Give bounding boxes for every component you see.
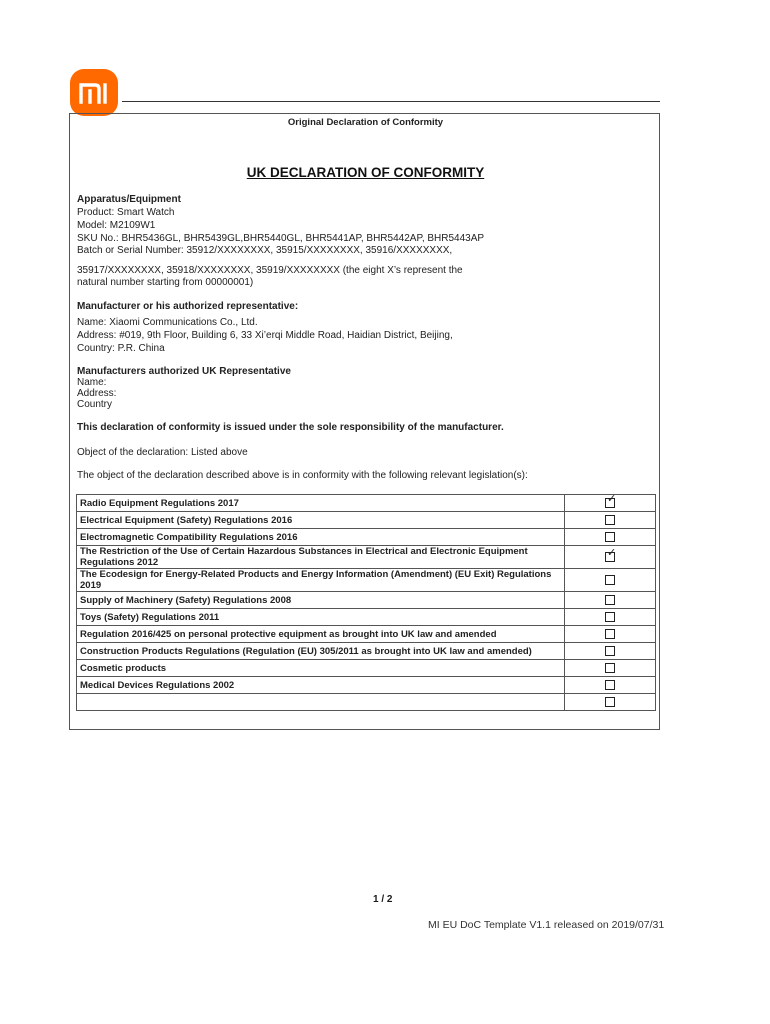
manufacturer-name: Name: Xiaomi Communications Co., Ltd. — [77, 317, 258, 328]
legislation-label: Radio Equipment Regulations 2017 — [77, 495, 565, 512]
legislation-label — [77, 694, 565, 711]
manufacturer-address: Address: #019, 9th Floor, Building 6, 33 Xi’erqi Middle Road, Haidian District, Beijing, — [77, 330, 453, 341]
conformity-intro: The object of the declaration described above is in conformity with the following relevant legislation(s): — [77, 470, 528, 481]
legislation-label: Supply of Machinery (Safety) Regulations 2008 — [77, 592, 565, 609]
uk-rep-name: Name: — [77, 377, 107, 388]
declaration-frame — [69, 113, 660, 730]
legislation-row — [77, 677, 656, 694]
mi-logo-icon — [70, 69, 118, 116]
legislation-label: Toys (Safety) Regulations 2011 — [77, 609, 565, 626]
legislation-checkbox-cell — [565, 512, 656, 529]
model-line: Model: M2109W1 — [77, 220, 156, 231]
checked-box-icon[interactable] — [605, 546, 617, 562]
batch-line-1: Batch or Serial Number: 35912/XXXXXXXX, 35915/XXXXXXXX, 35916/XXXXXXXX, — [77, 245, 453, 256]
legislation-checkbox-cell — [565, 609, 656, 626]
legislation-checkbox-cell — [565, 546, 656, 569]
checkmark-icon: ✓ — [607, 492, 617, 505]
legislation-row — [77, 609, 656, 626]
uk-rep-country: Country — [77, 399, 113, 410]
legislation-row — [77, 592, 656, 609]
legislation-checkbox-cell — [565, 626, 656, 643]
legislation-label: Cosmetic products — [77, 660, 565, 677]
product-line: Product: Smart Watch — [77, 207, 175, 218]
legislation-label: Electromagnetic Compatibility Regulations 2016 — [77, 529, 565, 546]
legislation-row — [77, 546, 656, 569]
legislation-label: Construction Products Regulations (Regulation (EU) 305/2011 as brought into UK law and amended) — [77, 643, 565, 660]
manufacturer-country: Country: P.R. China — [77, 343, 165, 354]
empty-checkbox-icon[interactable] — [605, 612, 615, 622]
legislation-label: Medical Devices Regulations 2002 — [77, 677, 565, 694]
checkmark-icon: ✓ — [607, 546, 617, 559]
legislation-checkbox-cell — [565, 529, 656, 546]
legislation-row — [77, 643, 656, 660]
page-number: 1 / 2 — [373, 894, 393, 905]
legislation-checkbox-cell — [565, 569, 656, 592]
legislation-label: The Ecodesign for Energy-Related Products and Energy Information (Amendment) (EU Exit) Regulations 2019 — [77, 569, 565, 592]
apparatus-heading: Apparatus/Equipment — [77, 194, 181, 205]
empty-checkbox-icon[interactable] — [605, 595, 615, 605]
empty-checkbox-icon[interactable] — [605, 515, 615, 525]
original-title: Original Declaration of Conformity — [287, 117, 444, 128]
main-title: UK DECLARATION OF CONFORMITY — [246, 165, 485, 180]
legislation-row — [77, 529, 656, 546]
uk-rep-address: Address: — [77, 388, 117, 399]
manufacturer-heading: Manufacturer or his authorized representative: — [77, 301, 299, 312]
legislation-checkbox-cell — [565, 660, 656, 677]
batch-line-3: natural number starting from 00000001) — [77, 277, 254, 288]
legislation-label: Regulation 2016/425 on personal protective equipment as brought into UK law and amended — [77, 626, 565, 643]
batch-line-2: 35917/XXXXXXXX, 35918/XXXXXXXX, 35919/XXXXXXXX (the eight X’s represent the — [77, 265, 463, 276]
template-note: MI EU DoC Template V1.1 released on 2019/07/31 — [428, 919, 665, 931]
legislation-checkbox-cell — [565, 592, 656, 609]
header-rule — [122, 101, 660, 102]
empty-checkbox-icon[interactable] — [605, 680, 615, 690]
empty-checkbox-icon[interactable] — [605, 697, 615, 707]
empty-checkbox-icon[interactable] — [605, 575, 615, 585]
legislation-label: Electrical Equipment (Safety) Regulations 2016 — [77, 512, 565, 529]
empty-checkbox-icon[interactable] — [605, 646, 615, 656]
legislation-row — [77, 694, 656, 711]
legislation-label: The Restriction of the Use of Certain Hazardous Substances in Electrical and Electronic Equipment Regulations 2012 — [77, 546, 565, 569]
legislation-table — [76, 494, 656, 711]
checked-box-icon[interactable] — [605, 492, 617, 508]
legislation-row — [77, 660, 656, 677]
legislation-row — [77, 569, 656, 592]
responsibility-statement: This declaration of conformity is issued under the sole responsibility of the manufacturer. — [77, 422, 504, 433]
xiaomi-logo — [70, 69, 118, 116]
sku-line: SKU No.: BHR5436GL, BHR5439GL,BHR5440GL, BHR5441AP, BHR5442AP, BHR5443AP — [77, 233, 485, 244]
legislation-row — [77, 512, 656, 529]
empty-checkbox-icon[interactable] — [605, 532, 615, 542]
uk-rep-heading: Manufacturers authorized UK Representative — [77, 366, 291, 377]
legislation-row — [77, 626, 656, 643]
empty-checkbox-icon[interactable] — [605, 663, 615, 673]
legislation-checkbox-cell — [565, 492, 656, 512]
object-statement: Object of the declaration: Listed above — [77, 447, 248, 458]
legislation-row — [77, 495, 656, 512]
legislation-checkbox-cell — [565, 677, 656, 694]
legislation-checkbox-cell — [565, 643, 656, 660]
empty-checkbox-icon[interactable] — [605, 629, 615, 639]
legislation-checkbox-cell — [565, 694, 656, 711]
